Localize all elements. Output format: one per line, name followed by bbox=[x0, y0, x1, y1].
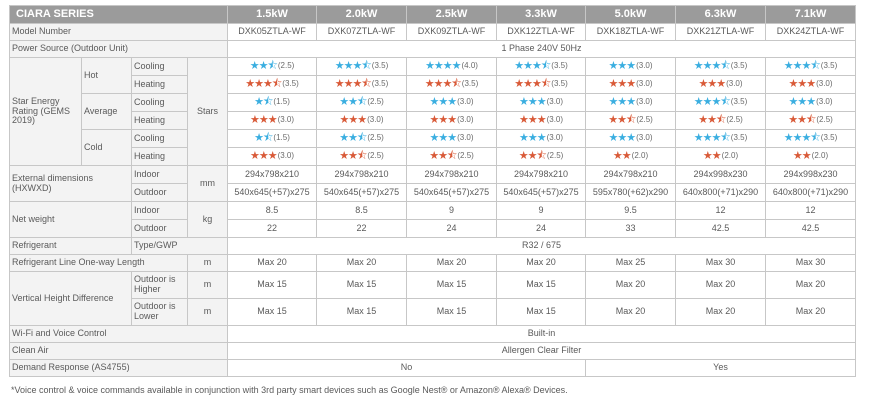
star-icons: ★★★⯪ bbox=[245, 78, 282, 91]
line-length-cell: Max 25 bbox=[586, 255, 676, 272]
star-rating-cell bbox=[317, 76, 407, 94]
star-icons: ★★★⯪ bbox=[693, 132, 730, 145]
star-rating-cell bbox=[228, 130, 317, 148]
line-length-cell: Max 30 bbox=[766, 255, 856, 272]
dimension-cell: 640x800(+71)x290 bbox=[676, 184, 766, 202]
weight-cell: 22 bbox=[228, 220, 317, 238]
zone-label: Hot bbox=[82, 58, 132, 94]
line-length-cell: Max 20 bbox=[497, 255, 586, 272]
weight-outdoor-row bbox=[10, 220, 856, 238]
star-icons: ★★★⯪ bbox=[514, 78, 551, 91]
sub-label: Type/GWP bbox=[132, 238, 228, 255]
model-number-cell: DXK12ZTLA-WF bbox=[497, 24, 586, 41]
star-icons: ★★ bbox=[702, 150, 721, 163]
star-rating-cell bbox=[407, 76, 497, 94]
star-rating-text: (2.5) bbox=[726, 115, 743, 125]
row-label: Net weight bbox=[10, 202, 132, 238]
star-rating-text: (3.5) bbox=[730, 97, 748, 107]
star-rating-text: (3.0) bbox=[816, 97, 833, 107]
star-icons: ★★⯪ bbox=[788, 114, 816, 127]
dimension-cell: 540x645(+57)x275 bbox=[407, 184, 497, 202]
star-rating-text: (1.5) bbox=[273, 133, 290, 143]
dimension-cell: 294x998x230 bbox=[766, 166, 856, 184]
weight-cell: 24 bbox=[407, 220, 497, 238]
star-rating-cell bbox=[407, 58, 497, 76]
sub-label: Outdoor is Lower bbox=[132, 299, 188, 326]
height-cell: Max 15 bbox=[497, 272, 586, 299]
model-number-cell: DXK18ZTLA-WF bbox=[586, 24, 676, 41]
star-rating-text: (3.5) bbox=[371, 79, 389, 89]
refrigerant-row bbox=[10, 238, 856, 255]
dimension-cell: 294x798x210 bbox=[317, 166, 407, 184]
star-icons: ★★★ bbox=[339, 114, 367, 127]
star-icons: ★★★⯪ bbox=[783, 60, 820, 73]
star-rating-cell bbox=[497, 94, 586, 112]
star-icons: ★★★ bbox=[608, 60, 636, 73]
star-rating-cell bbox=[586, 94, 676, 112]
row-label: Demand Response (AS4755) bbox=[10, 360, 228, 377]
star-rating-text: (3.5) bbox=[820, 61, 838, 71]
star-rating-text: (3.0) bbox=[816, 79, 833, 89]
weight-cell: 22 bbox=[317, 220, 407, 238]
row-label: Power Source (Outdoor Unit) bbox=[10, 41, 228, 58]
star-rating-cell bbox=[228, 58, 317, 76]
unit-label: m bbox=[188, 299, 228, 326]
star-rating-cell bbox=[228, 148, 317, 166]
unit-label: kg bbox=[188, 202, 228, 238]
sub-label: Outdoor bbox=[132, 220, 188, 238]
star-rating-cell bbox=[497, 58, 586, 76]
weight-indoor-row bbox=[10, 202, 856, 220]
spec-table bbox=[9, 5, 856, 377]
height-cell: Max 20 bbox=[676, 299, 766, 326]
star-rating-row bbox=[10, 130, 856, 148]
mode-label: Cooling bbox=[132, 130, 188, 148]
star-rating-cell bbox=[586, 58, 676, 76]
star-rating-text: (3.0) bbox=[546, 97, 564, 107]
star-icons: ★★★ bbox=[249, 150, 277, 163]
mode-label: Heating bbox=[132, 112, 188, 130]
height-lower-row bbox=[10, 299, 856, 326]
star-rating-cell bbox=[228, 112, 317, 130]
star-icons: ★★★ bbox=[249, 114, 277, 127]
sub-label: Outdoor bbox=[132, 184, 188, 202]
dimension-cell: 595x780(+62)x290 bbox=[586, 184, 676, 202]
dimension-cell: 540x645(+57)x275 bbox=[228, 184, 317, 202]
star-rating-cell bbox=[407, 130, 497, 148]
star-rating-text: (2.0) bbox=[721, 151, 739, 161]
star-rating-text: (3.5) bbox=[461, 79, 479, 89]
star-icons: ★★⯪ bbox=[249, 60, 277, 73]
unit-label: mm bbox=[188, 166, 228, 202]
star-icons: ★★★ bbox=[788, 96, 816, 109]
star-icons: ★★⯪ bbox=[518, 150, 546, 163]
star-icons: ★★★⯪ bbox=[783, 132, 820, 145]
star-rating-cell bbox=[586, 112, 676, 130]
star-icons: ★★ bbox=[792, 150, 811, 163]
star-icons: ★★★⯪ bbox=[334, 60, 371, 73]
star-rating-text: (3.0) bbox=[457, 115, 474, 125]
clean-air-value: Allergen Clear Filter bbox=[228, 343, 856, 360]
dimension-cell: 294x998x230 bbox=[676, 166, 766, 184]
star-rating-cell bbox=[497, 112, 586, 130]
sub-label: Indoor bbox=[132, 202, 188, 220]
weight-cell: 9 bbox=[407, 202, 497, 220]
row-label: External dimensions (HXWXD) bbox=[10, 166, 132, 202]
line-length-cell: Max 20 bbox=[228, 255, 317, 272]
star-rating-text: (3.0) bbox=[726, 79, 743, 89]
star-icons: ★★★★ bbox=[425, 60, 461, 73]
star-icons: ★⯪ bbox=[254, 132, 273, 145]
dimension-cell: 540x645(+57)x275 bbox=[497, 184, 586, 202]
star-icons: ★★⯪ bbox=[339, 150, 367, 163]
star-rating-text: (3.0) bbox=[277, 115, 295, 125]
weight-cell: 33 bbox=[586, 220, 676, 238]
capacity-header: 1.5kW bbox=[228, 6, 317, 24]
star-rating-cell bbox=[676, 58, 766, 76]
star-rating-cell bbox=[317, 148, 407, 166]
spec-table-container bbox=[9, 5, 855, 377]
unit-label: m bbox=[188, 255, 228, 272]
sub-label: Outdoor is Higher bbox=[132, 272, 188, 299]
line-length-cell: Max 20 bbox=[317, 255, 407, 272]
star-icons: ★★★ bbox=[608, 132, 636, 145]
star-icons: ★★★⯪ bbox=[693, 96, 730, 109]
star-rating-text: (2.0) bbox=[631, 151, 649, 161]
wifi-row bbox=[10, 326, 856, 343]
model-number-cell: DXK24ZTLA-WF bbox=[766, 24, 856, 41]
zone-label: Average bbox=[82, 94, 132, 130]
row-label: Model Number bbox=[10, 24, 228, 41]
star-rating-row bbox=[10, 148, 856, 166]
star-icons: ★★★⯪ bbox=[424, 78, 461, 91]
power-source-row bbox=[10, 41, 856, 58]
unit-label: Stars bbox=[188, 58, 228, 166]
star-rating-cell bbox=[676, 76, 766, 94]
sub-label: Indoor bbox=[132, 166, 188, 184]
star-rating-cell bbox=[497, 76, 586, 94]
model-number-cell: DXK05ZTLA-WF bbox=[228, 24, 317, 41]
height-cell: Max 15 bbox=[228, 272, 317, 299]
capacity-header: 2.5kW bbox=[407, 6, 497, 24]
height-cell: Max 20 bbox=[676, 272, 766, 299]
star-rating-text: (1.5) bbox=[273, 97, 290, 107]
height-cell: Max 20 bbox=[586, 272, 676, 299]
weight-cell: 9.5 bbox=[586, 202, 676, 220]
star-rating-cell bbox=[497, 130, 586, 148]
star-icons: ★★★ bbox=[608, 78, 636, 91]
weight-cell: 42.5 bbox=[766, 220, 856, 238]
capacity-header: 5.0kW bbox=[586, 6, 676, 24]
star-rating-cell bbox=[586, 76, 676, 94]
model-number-row bbox=[10, 24, 856, 41]
row-label: Wi-Fi and Voice Control bbox=[10, 326, 228, 343]
star-rating-cell bbox=[676, 112, 766, 130]
star-rating-cell bbox=[407, 148, 497, 166]
demand-response-row bbox=[10, 360, 856, 377]
star-rating-cell bbox=[676, 148, 766, 166]
capacity-header: 7.1kW bbox=[766, 6, 856, 24]
star-rating-text: (3.5) bbox=[282, 79, 299, 89]
star-icons: ★★ bbox=[612, 150, 631, 163]
star-rating-cell bbox=[766, 76, 856, 94]
star-rating-text: (2.5) bbox=[277, 61, 295, 71]
height-cell: Max 15 bbox=[407, 299, 497, 326]
dimension-cell: 294x798x210 bbox=[586, 166, 676, 184]
star-rating-text: (2.5) bbox=[367, 133, 384, 143]
star-rating-cell bbox=[766, 94, 856, 112]
height-cell: Max 20 bbox=[766, 299, 856, 326]
weight-cell: 12 bbox=[676, 202, 766, 220]
row-label: Vertical Height Difference bbox=[10, 272, 132, 326]
star-icons: ★★⯪ bbox=[339, 132, 367, 145]
star-rating-cell bbox=[586, 130, 676, 148]
row-label: Star Energy Rating (GEMS 2019) bbox=[10, 58, 82, 166]
star-rating-cell bbox=[228, 76, 317, 94]
power-source-value: 1 Phase 240V 50Hz bbox=[228, 41, 856, 58]
model-number-cell: DXK09ZTLA-WF bbox=[407, 24, 497, 41]
star-rating-text: (3.5) bbox=[820, 133, 838, 143]
mode-label: Cooling bbox=[132, 94, 188, 112]
star-rating-row bbox=[10, 76, 856, 94]
height-cell: Max 20 bbox=[766, 272, 856, 299]
star-rating-text: (2.5) bbox=[546, 151, 564, 161]
capacity-header: 3.3kW bbox=[497, 6, 586, 24]
star-rating-cell bbox=[317, 94, 407, 112]
star-rating-cell bbox=[407, 112, 497, 130]
star-rating-text: (3.0) bbox=[457, 133, 474, 143]
star-icons: ★★★⯪ bbox=[514, 60, 551, 73]
star-rating-text: (3.0) bbox=[636, 61, 653, 71]
height-cell: Max 20 bbox=[586, 299, 676, 326]
star-rating-text: (2.5) bbox=[636, 115, 653, 125]
star-rating-cell bbox=[766, 148, 856, 166]
demand-response-no: No bbox=[228, 360, 586, 377]
star-icons: ★★⯪ bbox=[339, 96, 367, 109]
star-icons: ★★⯪ bbox=[698, 114, 726, 127]
star-rating-cell bbox=[228, 94, 317, 112]
demand-response-yes: Yes bbox=[586, 360, 856, 377]
header-row bbox=[10, 6, 856, 24]
star-rating-text: (3.0) bbox=[367, 115, 384, 125]
series-title: CIARA SERIES bbox=[10, 6, 228, 24]
weight-cell: 24 bbox=[497, 220, 586, 238]
line-length-row bbox=[10, 255, 856, 272]
weight-cell: 42.5 bbox=[676, 220, 766, 238]
star-icons: ★★★ bbox=[429, 114, 457, 127]
star-rating-cell bbox=[676, 94, 766, 112]
zone-label: Cold bbox=[82, 130, 132, 166]
star-icons: ★★★ bbox=[788, 78, 816, 91]
height-cell: Max 15 bbox=[228, 299, 317, 326]
mode-label: Heating bbox=[132, 148, 188, 166]
capacity-header: 2.0kW bbox=[317, 6, 407, 24]
dimensions-outdoor-row bbox=[10, 184, 856, 202]
star-rating-text: (4.0) bbox=[461, 61, 478, 71]
star-rating-cell bbox=[317, 112, 407, 130]
star-rating-cell bbox=[766, 58, 856, 76]
dimension-cell: 294x798x210 bbox=[407, 166, 497, 184]
star-icons: ★★★ bbox=[429, 132, 457, 145]
row-label: Refrigerant bbox=[10, 238, 132, 255]
dimension-cell: 294x798x210 bbox=[228, 166, 317, 184]
mode-label: Heating bbox=[132, 76, 188, 94]
star-icons: ★★★ bbox=[518, 132, 546, 145]
height-cell: Max 15 bbox=[317, 299, 407, 326]
wifi-value: Built-in bbox=[228, 326, 856, 343]
star-rating-cell bbox=[676, 130, 766, 148]
star-rating-text: (3.0) bbox=[277, 151, 295, 161]
model-number-cell: DXK21ZTLA-WF bbox=[676, 24, 766, 41]
star-rating-text: (2.5) bbox=[367, 151, 384, 161]
weight-cell: 9 bbox=[497, 202, 586, 220]
star-rating-text: (3.5) bbox=[730, 133, 748, 143]
footnote: *Voice control & voice commands available in conjunction with 3rd party smart devices such as Google Nest® or Amazon® Alexa® Devices. bbox=[11, 385, 568, 395]
dimensions-indoor-row bbox=[10, 166, 856, 184]
star-rating-text: (2.5) bbox=[367, 97, 384, 107]
star-rating-row bbox=[10, 112, 856, 130]
row-label: Clean Air bbox=[10, 343, 228, 360]
star-icons: ★★★ bbox=[429, 96, 457, 109]
star-icons: ★★★ bbox=[698, 78, 726, 91]
row-label: Refrigerant Line One-way Length bbox=[10, 255, 188, 272]
weight-cell: 8.5 bbox=[317, 202, 407, 220]
star-icons: ★★★⯪ bbox=[334, 78, 371, 91]
height-cell: Max 15 bbox=[407, 272, 497, 299]
clean-air-row bbox=[10, 343, 856, 360]
model-number-cell: DXK07ZTLA-WF bbox=[317, 24, 407, 41]
star-rating-text: (3.5) bbox=[551, 79, 568, 89]
star-rating-text: (3.0) bbox=[636, 79, 653, 89]
star-rating-text: (3.5) bbox=[730, 61, 748, 71]
mode-label: Cooling bbox=[132, 58, 188, 76]
star-icons: ★★★ bbox=[608, 96, 636, 109]
star-rating-cell bbox=[766, 130, 856, 148]
star-rating-cell bbox=[766, 112, 856, 130]
star-rating-text: (2.5) bbox=[457, 151, 474, 161]
star-rating-row bbox=[10, 94, 856, 112]
height-cell: Max 15 bbox=[317, 272, 407, 299]
star-rating-text: (3.0) bbox=[636, 133, 653, 143]
star-rating-text: (3.0) bbox=[636, 97, 653, 107]
star-rating-cell bbox=[317, 58, 407, 76]
dimension-cell: 540x645(+57)x275 bbox=[317, 184, 407, 202]
dimension-cell: 294x798x210 bbox=[497, 166, 586, 184]
height-higher-row bbox=[10, 272, 856, 299]
refrigerant-value: R32 / 675 bbox=[228, 238, 856, 255]
star-rating-text: (3.0) bbox=[457, 97, 474, 107]
line-length-cell: Max 20 bbox=[407, 255, 497, 272]
star-rating-cell bbox=[317, 130, 407, 148]
dimension-cell: 640x800(+71)x290 bbox=[766, 184, 856, 202]
star-rating-cell bbox=[586, 148, 676, 166]
star-icons: ★★★ bbox=[518, 114, 546, 127]
weight-cell: 8.5 bbox=[228, 202, 317, 220]
star-rating-text: (2.0) bbox=[811, 151, 829, 161]
star-rating-text: (3.5) bbox=[371, 61, 389, 71]
star-rating-section bbox=[10, 58, 856, 166]
line-length-cell: Max 30 bbox=[676, 255, 766, 272]
star-icons: ★★⯪ bbox=[608, 114, 636, 127]
star-rating-row bbox=[10, 58, 856, 76]
weight-cell: 12 bbox=[766, 202, 856, 220]
star-icons: ★★★⯪ bbox=[693, 60, 730, 73]
unit-label: m bbox=[188, 272, 228, 299]
star-rating-text: (3.0) bbox=[546, 115, 564, 125]
star-icons: ★★⯪ bbox=[429, 150, 457, 163]
height-cell: Max 15 bbox=[497, 299, 586, 326]
capacity-header: 6.3kW bbox=[676, 6, 766, 24]
star-rating-text: (2.5) bbox=[816, 115, 833, 125]
star-icons: ★★★ bbox=[518, 96, 546, 109]
star-rating-text: (3.0) bbox=[546, 133, 564, 143]
star-rating-text: (3.5) bbox=[551, 61, 568, 71]
star-rating-cell bbox=[497, 148, 586, 166]
star-icons: ★⯪ bbox=[254, 96, 273, 109]
star-rating-cell bbox=[407, 94, 497, 112]
